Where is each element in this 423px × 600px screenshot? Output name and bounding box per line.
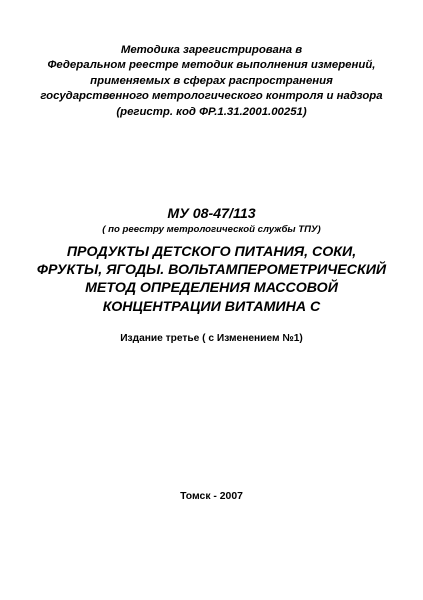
title-line: КОНЦЕНТРАЦИИ ВИТАМИНА С: [102, 298, 321, 315]
title-line: МЕТОД ОПРЕДЕЛЕНИЯ МАССОВОЙ: [85, 280, 338, 297]
document-code-note: ( по реестру метрологической службы ТПУ): [102, 224, 321, 235]
document-code: МУ 08-47/113: [167, 206, 256, 222]
edition-info: Издание третье ( с Изменением №1): [120, 333, 303, 344]
registration-code-line: (регистр. код ФР.1.31.2001.00251): [116, 105, 307, 118]
registration-line: государственного метрологического контроля и надзора: [40, 90, 383, 103]
registration-line: применяемых в сферах распространения: [90, 74, 333, 87]
title-line: ПРОДУКТЫ ДЕТСКОГО ПИТАНИЯ, СОКИ,: [66, 244, 357, 260]
registration-line: Методика зарегистрирована в: [120, 44, 303, 56]
registration-line: Федеральном реестре методик выполнения измерений,: [47, 59, 376, 72]
registration-notice: [40, 43, 383, 120]
document-title: [30, 243, 393, 316]
title-line: ФРУКТЫ, ЯГОДЫ. ВОЛЬТАМПЕРОМЕТРИЧЕСКИЙ: [36, 262, 387, 279]
city-year: Томск - 2007: [180, 491, 243, 502]
